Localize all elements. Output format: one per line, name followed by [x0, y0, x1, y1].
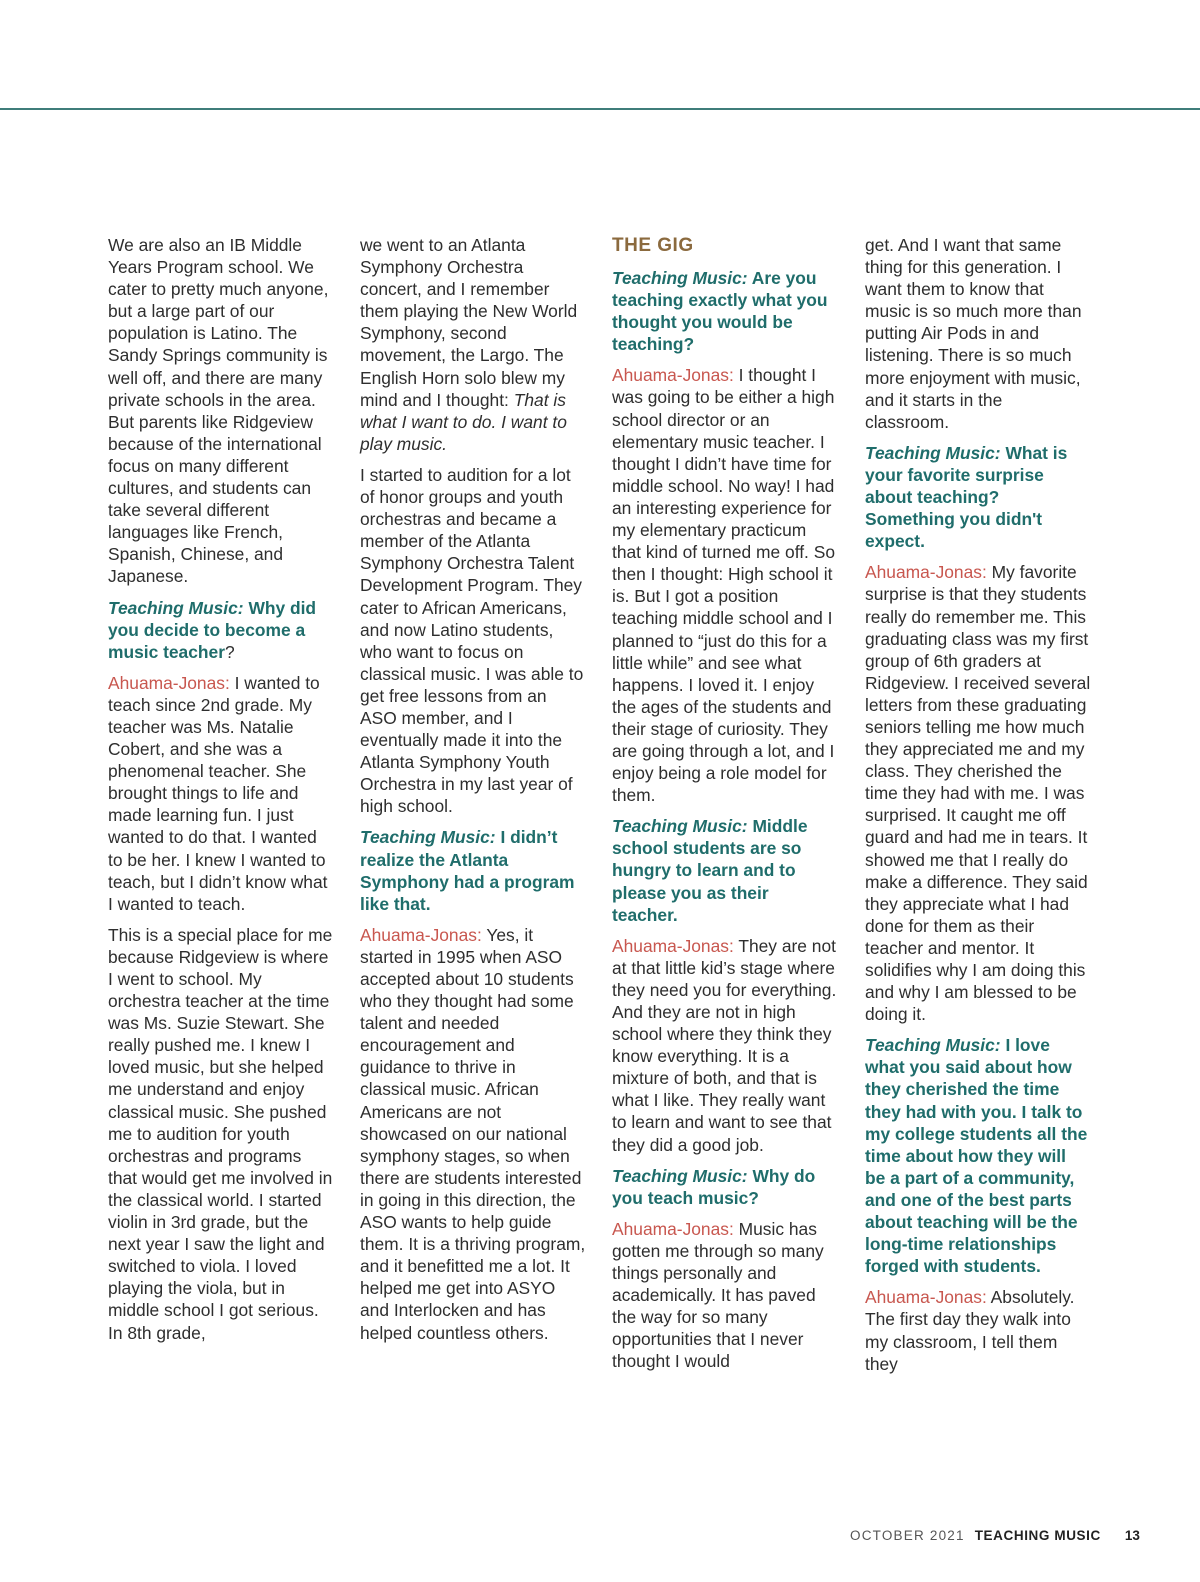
interview-answer	[108, 672, 334, 915]
body-paragraph: get. And I want that same thing for this generation. I want them to know that music is so much more than putting Air Pods in and listening. There is so much more enjoyment with music, and it starts in the classroom.	[865, 235, 1082, 432]
question-text: Why do you teach music?	[612, 1165, 816, 1208]
issue-date: OCTOBER 2021	[850, 1528, 965, 1543]
speaker-label: Ahuama-Jonas:	[612, 1218, 734, 1239]
question-text: Why did you decide to become a music teacher	[108, 597, 317, 662]
body-paragraph: This is a special place for me because Ridgeview is where I went to school. My orchestra teacher at the time was Ms. Suzie Stewart. She really pushed me. I knew I loved music, but she helped me understand and enjoy classical music. She pushed me to audition for youth orchestras and programs that would get me involved in the classical world. I started violin in 3rd grade, but the next year I saw the light and switched to viola. I loved playing the viola, but in middle school I got serious. In 8th grade,	[108, 924, 333, 1343]
body-paragraph: I started to audition for a lot of honor groups and youth orchestras and became a member of the Atlanta Symphony Orchestra Talent Development Program. They cater to African Americans, and now Latino students, who want to focus on classical music. I was able to get free lessons from an ASO member, and I eventually made it into the Atlanta Symphony Youth Orchestra in my last year of high school.	[360, 464, 584, 817]
interview-answer	[612, 364, 838, 806]
speaker-label: Ahuama-Jonas:	[360, 924, 482, 945]
speaker-label: Ahuama-Jonas:	[108, 672, 230, 693]
question-text: What is your favorite surprise about teaching? Something you didn't expect.	[865, 442, 1068, 552]
interview-question	[360, 826, 586, 914]
section-heading: THE GIG	[612, 235, 694, 256]
article-column-3	[612, 234, 838, 1382]
interview-question	[108, 597, 334, 663]
question-text: I love what you said about how they cherished the time they had with you. I talk to my college students all the time about how they will be a part of a community, and one of the best parts about teaching will be the long-time relationships forged with students.	[865, 1035, 1088, 1277]
question-label: Teaching Music:	[865, 1035, 1001, 1056]
question-text: I didn’t realize the Atlanta Symphony had a program like that.	[360, 827, 575, 914]
article-column-4	[865, 234, 1091, 1384]
page-footer	[850, 1526, 1162, 1546]
page-number: 13	[1124, 1528, 1140, 1543]
speaker-label: Ahuama-Jonas:	[865, 562, 987, 583]
interview-answer	[612, 1218, 838, 1373]
magazine-name: TEACHING MUSIC	[974, 1528, 1101, 1543]
question-mark: ?	[224, 641, 235, 662]
interview-question	[865, 1034, 1091, 1277]
question-label: Teaching Music:	[612, 816, 748, 837]
interview-question	[865, 442, 1091, 552]
interview-question	[612, 1165, 838, 1209]
italic-quote: That is what I want to do. I want to play music.	[360, 389, 567, 454]
speaker-label: Ahuama-Jonas:	[612, 365, 734, 386]
question-text: Are you teaching exactly what you thought you would be teaching?	[612, 268, 828, 355]
interview-answer	[360, 924, 586, 1344]
interview-answer	[612, 935, 838, 1156]
question-label: Teaching Music:	[108, 597, 244, 618]
body-paragraph	[360, 234, 586, 455]
answer-text: I wanted to teach since 2nd grade. My teacher was Ms. Natalie Cobert, and she was a phenomenal teacher. She brought things to life and made learning fun. I just wanted to do that. I wanted to be her. I knew I wanted to teach, but I didn’t know what I wanted to teach.	[108, 672, 328, 914]
interview-question	[612, 815, 838, 925]
question-label: Teaching Music:	[612, 1165, 748, 1186]
answer-text: Yes, it started in 1995 when ASO accepted about 10 students who they thought had some talent and needed encouragement and guidance to thrive in classical music. African Americans are not showcased on our national symphony stages, so when there are students interested in going in this direction, the ASO wants to help guide them. It is a thriving program, and it benefitted me a lot. It helped me get into ASYO and Interlocken and has helped countless others.	[360, 924, 586, 1343]
question-label: Teaching Music:	[360, 827, 496, 848]
answer-text: Absolutely. The first day they walk into my classroom, I tell them they	[865, 1287, 1075, 1374]
speaker-label: Ahuama-Jonas:	[865, 1287, 987, 1308]
header-rule	[0, 108, 1200, 110]
interview-answer	[865, 561, 1091, 1025]
article-column-1	[108, 234, 334, 1353]
answer-text: I thought I was going to be either a high school director or an elementary music teacher. I thought I didn’t have time for middle school. No way! I had an interesting experience for my elementary practicum that kind of turned me off. So then I thought: High school it is. But I got a position teaching middle school and I planned to “just do this for a little while” and see what happens. I loved it. I enjoy the ages of the students and their stage of curiosity. They are going through a lot, and I enjoy being a role model for them.	[612, 365, 835, 806]
answer-text: They are not at that little kid’s stage where they need you for everything. And they are not in high school where they think they know everything. It is a mixture of both, and that is what I like. They really want to learn and want to see that they did a good job.	[612, 935, 837, 1155]
question-text: Middle school students are so hungry to learn and to please you as their teacher.	[612, 816, 808, 925]
question-label: Teaching Music:	[865, 442, 1001, 463]
answer-text: My favorite surprise is that they students really do remember me. This graduating class was my first group of 6th graders at Ridgeview. I received several letters from these graduating seniors telling me how much they appreciated me and my class. They cherished the time they had with me. I was surprised. It caught me off guard and had me in tears. It showed me that I really do make a difference. They said they appreciate what I had done for them as their teacher and mentor. It solidifies why I am doing this and why I am blessed to be doing it.	[865, 562, 1091, 1025]
question-label: Teaching Music:	[612, 268, 748, 288]
article-column-2	[360, 234, 586, 1353]
answer-text: Music has gotten me through so many things personally and academically. It has paved the way for so many opportunities that I never thought I would	[612, 1218, 824, 1372]
interview-answer	[865, 1286, 1091, 1374]
speaker-label: Ahuama-Jonas:	[612, 935, 734, 956]
interview-question	[612, 267, 838, 355]
body-text: we went to an Atlanta Symphony Orchestra concert, and I remember them playing the New World Symphony, second movement, the Largo. The English Horn solo blew my mind and I thought:	[360, 235, 578, 410]
body-paragraph: We are also an IB Middle Years Program school. We cater to pretty much anyone, but a large part of our population is Latino. The Sandy Springs community is well off, and there are many private schools in the area. But parents like Ridgeview because of the international focus on many different cultures, and students can take several different languages like French, Spanish, Chinese, and Japanese.	[108, 235, 329, 587]
